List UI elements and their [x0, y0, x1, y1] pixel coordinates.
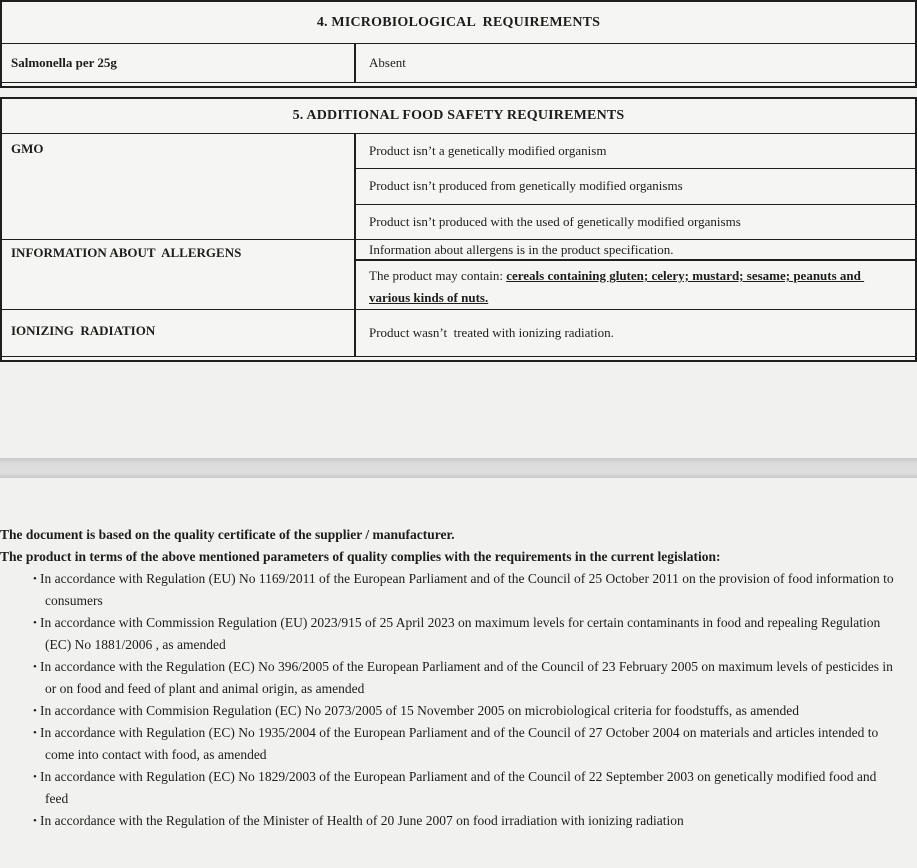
salmonella-label: Salmonella per 25g	[2, 44, 356, 82]
gmo-values	[356, 134, 915, 239]
allergens-value-1: Information about allergens is in the product specification.	[369, 241, 674, 257]
regulation-text: In accordance with Regulation (EC) No 1935/2004 of the European Parliament and of the Council of 27 October 2004 on materials and articles intended to come into contact with food, as amended	[40, 725, 879, 762]
regulation-item	[0, 722, 901, 766]
section4-header: 4. MICROBIOLOGICAL REQUIREMENTS	[2, 2, 915, 44]
regulation-text: In accordance with the Regulation (EC) No 396/2005 of the European Parliament and of the Council of 23 February 2005 on maximum levels of pesticides in or on food and feed of plant and animal origin, as amended	[40, 659, 893, 696]
page-separator-bar	[0, 458, 917, 478]
salmonella-value: Absent	[369, 55, 406, 70]
legal-statements	[0, 524, 917, 832]
section5-header: 5. ADDITIONAL FOOD SAFETY REQUIREMENTS	[2, 99, 915, 134]
bullet-icon: •	[33, 661, 37, 673]
allergens-values	[356, 240, 915, 309]
gmo-row	[2, 134, 915, 239]
bullet-icon: •	[33, 705, 37, 717]
food-safety-requirements-table	[0, 97, 917, 362]
regulation-item	[0, 656, 901, 700]
bullet-icon: •	[33, 815, 37, 827]
allergens-label: INFORMATION ABOUT ALLERGENS	[2, 240, 356, 309]
statement-line-1: The document is based on the quality certificate of the supplier / manufacturer.	[0, 527, 455, 542]
bullet-icon: •	[33, 727, 37, 739]
regulation-item	[0, 568, 901, 612]
regulation-text: In accordance with Commision Regulation (EC) No 2073/2005 of 15 November 2005 on microbiological criteria for foodstuffs, as amended	[40, 703, 799, 718]
gmo-value-3: Product isn’t produced with the used of genetically modified organisms	[356, 204, 915, 239]
ionizing-radiation-label: IONIZING RADIATION	[2, 310, 356, 356]
allergens-value-2-prefix: The product may contain:	[369, 268, 507, 283]
statement-line-2: The product in terms of the above mentioned parameters of quality complies with the requirements in the current legislation:	[0, 549, 721, 564]
regulation-text: In accordance with Commission Regulation (EU) 2023/915 of 25 April 2023 on maximum levels for certain contaminants in food and repealing Regulation (EC) No 1881/2006 , as amended	[40, 615, 881, 652]
allergens-value-2	[356, 259, 915, 309]
microbiological-requirements-table	[0, 0, 917, 88]
regulation-item	[0, 766, 901, 810]
allergens-value-2-list: cereals containing gluten; celery; mustard; sesame; peanuts and various kinds of nuts.	[369, 268, 865, 305]
regulation-text: In accordance with the Regulation of the Minister of Health of 20 June 2007 on food irradiation with ionizing radiation	[40, 813, 684, 828]
ionizing-radiation-value: Product wasn’t treated with ionizing radiation.	[369, 325, 614, 340]
bullet-icon: •	[33, 617, 37, 629]
table-row	[2, 44, 915, 83]
gmo-value-2: Product isn’t produced from genetically modified organisms	[356, 168, 915, 203]
ionizing-radiation-row	[2, 309, 915, 357]
regulation-text: In accordance with Regulation (EC) No 1829/2003 of the European Parliament and of the Council of 22 September 2003 on genetically modified food and feed	[40, 769, 877, 806]
regulation-item	[0, 810, 901, 832]
regulation-item	[0, 612, 901, 656]
allergens-row	[2, 239, 915, 309]
bullet-icon: •	[33, 573, 37, 585]
regulation-text: In accordance with Regulation (EU) No 1169/2011 of the European Parliament and of the Council of 25 October 2011 on the provision of food information to consumers	[40, 571, 894, 608]
gmo-value-1: Product isn’t a genetically modified organism	[369, 143, 607, 159]
regulation-item	[0, 700, 901, 722]
bullet-icon: •	[33, 771, 37, 783]
gmo-label: GMO	[2, 134, 356, 239]
